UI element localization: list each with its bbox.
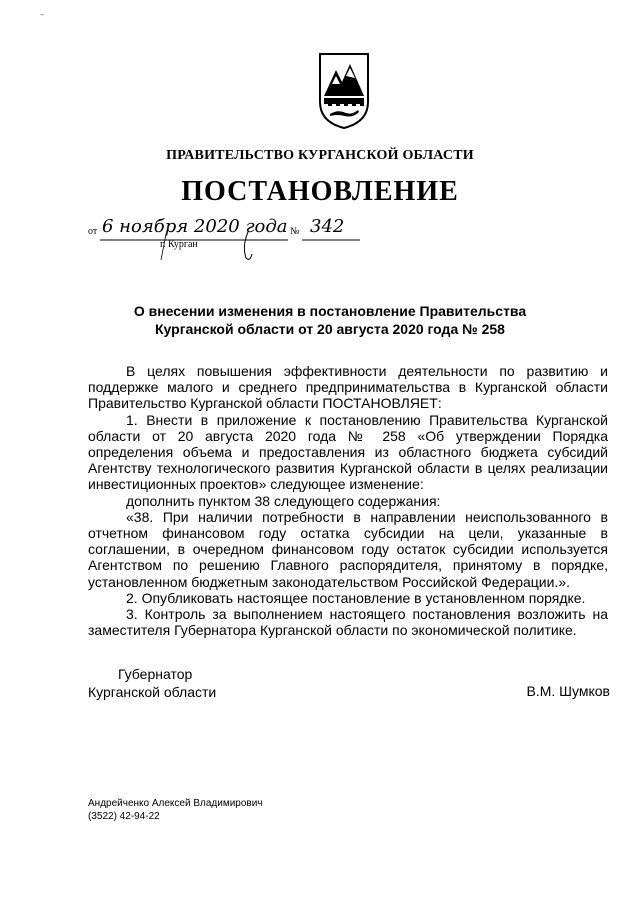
executor-info [88,797,263,823]
paragraph-item-3: 3. Контроль за выполнением настоящего постановления возложить на заместителя Губернатора Курганской области по экономической политике. [88,606,608,639]
scan-mark: – [40,10,45,20]
signatory-name: В.М. Шумков [526,683,610,699]
paragraph-item-38: «38. При наличии потребности в направлении неиспользованного в отчетном финансовом году остатка субсидии на цели, указанные в соглашении, в очередном финансовом году остаток субсидии используется Агентством по решению Главного распорядителя, принятому в порядке, установленном бюджетным законодательством Российской Федерации.». [88,508,608,590]
title-line-1: О внесении изменения в постановление Правительства [133,303,527,319]
date-prefix: от [88,226,98,237]
date-handwritten: 6 ноября 2020 года [102,216,288,237]
paragraph-item-2: 2. Опубликовать настоящее постановление в установленном порядке. [126,589,586,606]
coat-of-arms-icon [318,52,370,130]
document-body [88,363,608,638]
position-line-1: Губернатор [118,666,193,682]
document-title [120,302,540,338]
government-name: ПРАВИТЕЛЬСТВО КУРГАНСКОЙ ОБЛАСТИ [166,148,474,163]
document-type: ПОСТАНОВЛЕНИЕ [181,176,459,207]
number-prefix: № [290,226,300,237]
executor-phone: (3522) 42-94-22 [88,811,160,822]
paragraph-preamble: В целях повышения эффективности деятельности по развитию и поддержке малого и среднего предпринимательства в Курганской области Правительство Курганской области ПОСТАНОВЛЯЕТ: [88,363,608,412]
paragraph-add-item: дополнить пунктом 38 следующего содержания: [126,492,441,509]
city-bracket [158,232,170,262]
handwriting-stroke [238,230,258,264]
number-handwritten: 342 [310,216,345,237]
executor-name: Андрейченко Алексей Владимирович [88,798,263,809]
title-line-2: Курганской области от 20 августа 2020 года № 258 [155,321,505,337]
paragraph-item-1: 1. Внести в приложение к постановлению Правительства Курганской области от 20 августа 2020 года № 258 «Об утверждении Порядка определения объема и предоставления из областного бюджета субсидий Агентству технологического развития Курганской области в целях реализации инвестиционных проектов» следующее изменение: [88,411,608,493]
city-label: г. Курган [160,239,198,250]
dateline [88,216,388,272]
position-line-2: Курганской области [88,684,217,700]
signatory-position [88,665,216,701]
number-underline [302,236,362,244]
